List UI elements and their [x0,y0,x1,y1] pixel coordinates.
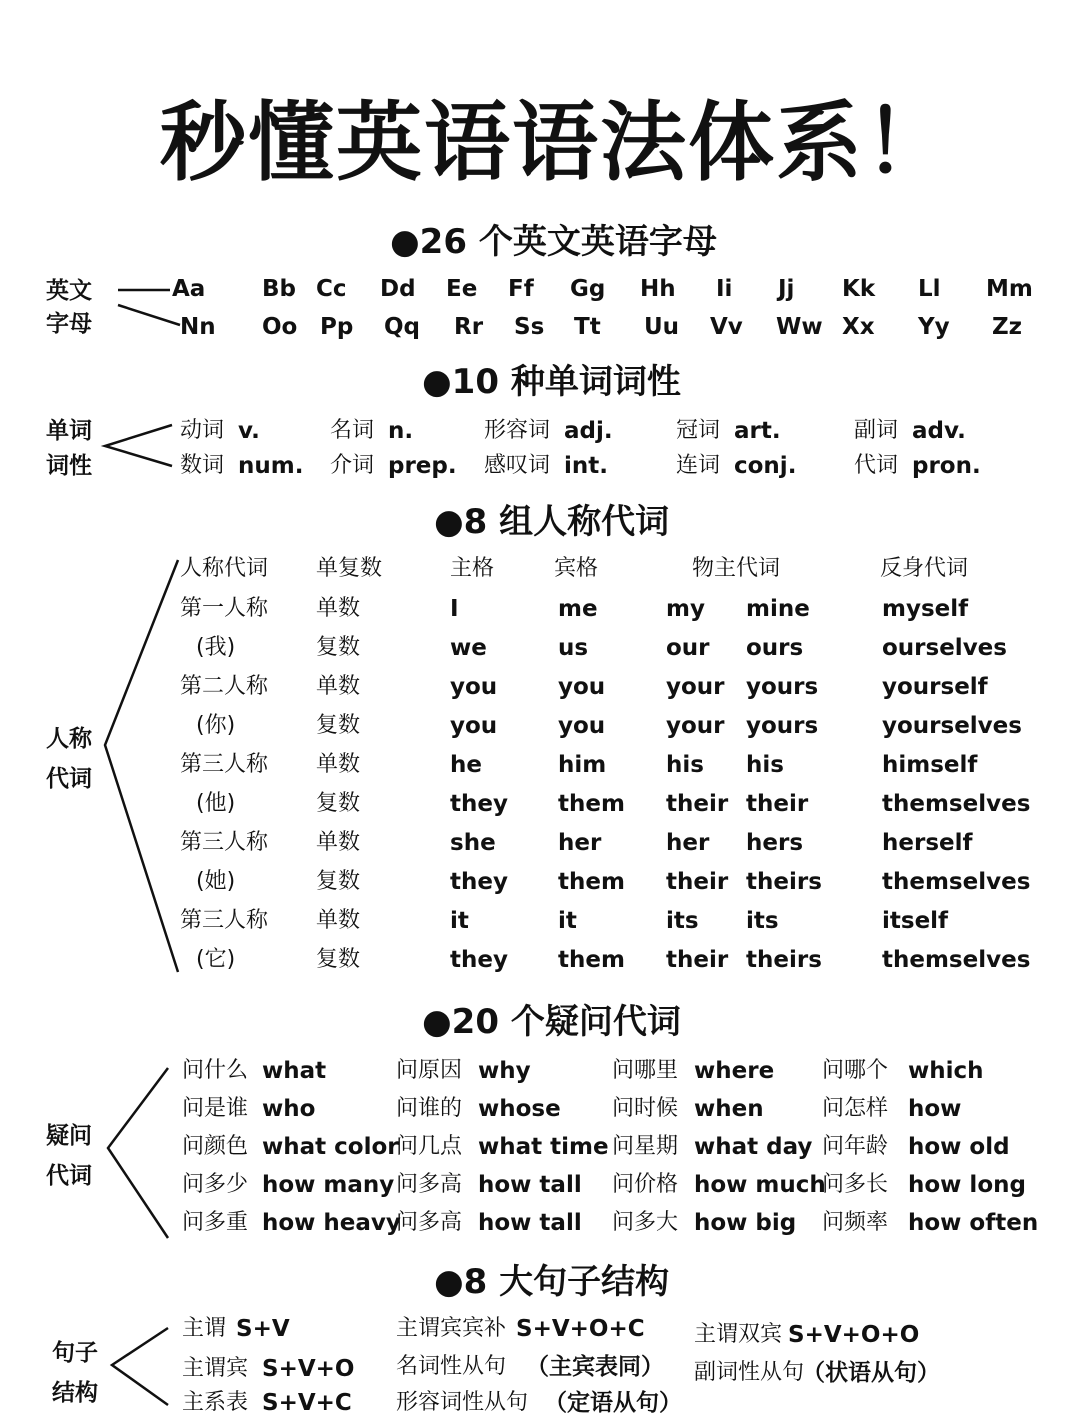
interrogative-chinese: 问多高 [396,1172,463,1197]
pos-english: conj. [734,453,797,479]
pos-chinese: 形容词 [484,418,551,443]
sentence-pattern-name: 形容词性从句 [396,1390,529,1415]
alphabet-letter: Zz [992,314,1023,340]
pronoun-cell-person: 第一人称 [180,596,269,621]
pronoun-cell-subj: you [450,674,498,700]
pronoun-cell-obj: you [558,713,606,739]
pronoun-cell-num: 单数 [316,674,361,699]
pronoun-label: 人称 [46,726,92,752]
sentence-pattern-name: 主谓 [182,1316,227,1341]
interrogative-chinese: 问多大 [612,1210,679,1235]
pronoun-cell-refl: yourselves [882,713,1022,739]
sentence-pattern-formula: S+V [236,1316,290,1342]
pronoun-cell-num: 单数 [316,596,361,621]
interrogative-label: 疑问 [46,1123,92,1149]
pronoun-cell-subj: he [450,752,482,778]
sentence-pattern-formula: （主宾表同） [526,1354,664,1380]
pronoun-cell-num: 复数 [316,869,361,894]
pos-english: int. [564,453,608,479]
sentence-pattern-formula: （定语从句） [544,1390,682,1416]
interrogative-chinese: 问多少 [182,1172,249,1197]
pronoun-cell-num: 复数 [316,791,361,816]
interrogative-english: how many [262,1172,395,1198]
pronoun-cell-person: 第三人称 [180,908,269,933]
pronoun-cell-obj: us [558,635,589,661]
table-header: 宾格 [554,556,599,581]
pos-chinese: 感叹词 [484,453,551,478]
pronoun-cell-refl: himself [882,752,978,778]
interrogative-chinese: 问怎样 [822,1096,889,1121]
section-title-pronouns: ●8 组人称代词 [434,502,670,542]
pos-chinese: 介词 [330,453,375,478]
pronoun-cell-refl: myself [882,596,969,622]
pronoun-cell-adj: her [666,830,710,856]
pronoun-cell-poss: his [746,752,784,778]
pos-english: adj. [564,418,613,444]
pronoun-cell-num: 单数 [316,752,361,777]
pronoun-cell-obj: him [558,752,607,778]
pronoun-cell-person: (我) [196,635,236,660]
interrogative-english: why [478,1058,531,1084]
interrogative-english: what time [478,1134,609,1160]
alphabet-letter: Ww [776,314,823,340]
pos-chinese: 代词 [854,453,899,478]
interrogative-english: how tall [478,1172,582,1198]
alphabet-letter: Nn [180,314,216,340]
table-header: 人称代词 [180,556,269,581]
interrogative-english: which [908,1058,984,1084]
pos-english: num. [238,453,304,479]
page-title: 秒懂英语语法体系！ [160,93,952,193]
pronoun-cell-poss: their [746,791,809,817]
interrogative-english: how old [908,1134,1010,1160]
pronoun-cell-adj: their [666,791,729,817]
interrogative-chinese: 问价格 [612,1172,679,1197]
pronoun-cell-subj: she [450,830,496,856]
pronoun-cell-poss: hers [746,830,804,856]
interrogative-chinese: 问多高 [396,1210,463,1235]
pronoun-cell-person: 第三人称 [180,830,269,855]
sentence-pattern-name: 主谓宾宾补 [396,1316,507,1341]
sentence-label: 句子 [52,1340,98,1366]
sentence-pattern-name: 主谓宾 [182,1356,249,1381]
sentence-pattern-formula: S+V+C [262,1390,352,1416]
interrogative-english: where [694,1058,775,1084]
pronoun-cell-adj: their [666,947,729,973]
pronoun-cell-poss: theirs [746,947,822,973]
pronoun-cell-refl: yourself [882,674,988,700]
interrogative-english: how much [694,1172,826,1198]
pos-chinese: 冠词 [676,418,721,443]
pronoun-cell-obj: them [558,869,625,895]
pronoun-cell-adj: my [666,596,705,622]
interrogative-english: how [908,1096,962,1122]
alphabet-letter: Mm [986,276,1033,302]
pronoun-cell-obj: it [558,908,577,934]
pronoun-cell-refl: itself [882,908,949,934]
pronoun-cell-subj: I [450,596,459,622]
pos-english: adv. [912,418,966,444]
alphabet-letter: Ss [514,314,545,340]
pos-english: prep. [388,453,457,479]
pronoun-cell-obj: them [558,791,625,817]
interrogative-chinese: 问几点 [396,1134,463,1159]
alphabet-letter: Tt [574,314,601,340]
alphabet-letter: Ll [918,276,941,302]
pronoun-cell-obj: you [558,674,606,700]
alphabet-letter: Qq [384,314,421,340]
interrogative-english: how heavy [262,1210,401,1236]
alphabet-letter: Ii [716,276,733,302]
sentence-pattern-formula: （状语从句） [802,1360,940,1386]
sentence-pattern-name: 主谓双宾 [694,1322,783,1347]
pronoun-cell-person: 第二人称 [180,674,269,699]
pos-english: n. [388,418,414,444]
sentence-pattern-name: 名词性从句 [396,1354,507,1379]
pos-label: 词性 [46,453,92,479]
alphabet-letter: Hh [640,276,676,302]
pronoun-cell-subj: they [450,869,508,895]
pronoun-cell-adj: our [666,635,710,661]
section-title-alphabet: ●26 个英文英语字母 [390,222,717,262]
interrogative-chinese: 问哪个 [822,1058,889,1083]
pronoun-cell-subj: you [450,713,498,739]
pronoun-cell-adj: its [666,908,699,934]
pronoun-cell-adj: their [666,869,729,895]
sentence-pattern-name: 副词性从句 [694,1360,805,1385]
pronoun-cell-person: (它) [196,947,236,972]
pronoun-cell-adj: your [666,674,725,700]
alphabet-letter: Aa [172,276,206,302]
alphabet-letter: Dd [380,276,416,302]
alphabet-letter: Bb [262,276,296,302]
pos-chinese: 副词 [854,418,899,443]
pronoun-cell-poss: mine [746,596,810,622]
pos-chinese: 连词 [676,453,721,478]
pronoun-cell-num: 复数 [316,713,361,738]
interrogative-label: 代词 [46,1163,92,1189]
interrogative-chinese: 问颜色 [182,1134,249,1159]
alphabet-letter: Xx [842,314,875,340]
interrogative-chinese: 问频率 [822,1210,889,1235]
pronoun-cell-poss: its [746,908,779,934]
pronoun-cell-refl: themselves [882,869,1031,895]
alphabet-letter: Kk [842,276,876,302]
pronoun-cell-subj: it [450,908,469,934]
pronoun-cell-num: 复数 [316,947,361,972]
pronoun-cell-poss: theirs [746,869,822,895]
interrogative-english: how tall [478,1210,582,1236]
pronoun-cell-person: (她) [196,869,236,894]
alphabet-letter: Cc [316,276,347,302]
pronoun-label: 代词 [46,766,92,792]
interrogative-chinese: 问是谁 [182,1096,249,1121]
pronoun-cell-refl: themselves [882,947,1031,973]
pos-chinese: 数词 [180,453,225,478]
alphabet-letter: Ee [446,276,478,302]
pronoun-cell-num: 复数 [316,635,361,660]
pronoun-cell-obj: her [558,830,602,856]
pos-english: v. [238,418,260,444]
pronoun-cell-obj: me [558,596,598,622]
section-title-pos: ●10 种单词词性 [422,362,681,402]
section-title-sentences: ●8 大句子结构 [434,1262,670,1302]
interrogative-chinese: 问年龄 [822,1134,889,1159]
alphabet-letter: Rr [454,314,484,340]
pronoun-cell-subj: we [450,635,487,661]
pronoun-cell-num: 单数 [316,830,361,855]
pronoun-cell-person: 第三人称 [180,752,269,777]
pronoun-cell-poss: yours [746,674,819,700]
table-header: 物主代词 [692,556,781,581]
interrogative-english: how long [908,1172,1026,1198]
pronoun-cell-adj: your [666,713,725,739]
interrogative-english: whose [478,1096,561,1122]
interrogative-chinese: 问谁的 [396,1096,463,1121]
interrogative-chinese: 问星期 [612,1134,679,1159]
alphabet-letter: Uu [644,314,680,340]
pronoun-cell-subj: they [450,791,508,817]
pronoun-cell-refl: herself [882,830,973,856]
interrogative-chinese: 问哪里 [612,1058,679,1083]
table-header: 反身代词 [880,556,969,581]
alphabet-label: 字母 [46,311,92,337]
sentence-pattern-formula: S+V+O+O [788,1322,920,1348]
pronoun-cell-person: (他) [196,791,236,816]
pronoun-cell-refl: ourselves [882,635,1007,661]
alphabet-letter: Pp [320,314,354,340]
sentence-label: 结构 [52,1380,98,1406]
table-header: 主格 [450,556,495,581]
pos-chinese: 名词 [330,418,375,443]
alphabet-letter: Ff [508,276,534,302]
alphabet-label: 英文 [46,278,92,304]
table-header: 单复数 [316,556,383,581]
interrogative-chinese: 问什么 [182,1058,249,1083]
alphabet-letter: Yy [918,314,950,340]
interrogative-english: what day [694,1134,813,1160]
pronoun-cell-person: (你) [196,713,236,738]
interrogative-english: what [262,1058,327,1084]
pronoun-cell-adj: his [666,752,704,778]
alphabet-letter: Gg [570,276,606,302]
interrogative-chinese: 问多长 [822,1172,889,1197]
sentence-pattern-formula: S+V+O [262,1356,355,1382]
pronoun-cell-obj: them [558,947,625,973]
pronoun-cell-refl: themselves [882,791,1031,817]
pos-english: pron. [912,453,981,479]
pronoun-cell-poss: ours [746,635,804,661]
interrogative-english: what color [262,1134,399,1160]
pos-label: 单词 [46,418,92,444]
alphabet-letter: Vv [710,314,743,340]
interrogative-english: how often [908,1210,1039,1236]
pronoun-cell-subj: they [450,947,508,973]
section-title-interrogatives: ●20 个疑问代词 [422,1002,681,1042]
interrogative-chinese: 问多重 [182,1210,249,1235]
interrogative-chinese: 问时候 [612,1096,679,1121]
interrogative-english: how big [694,1210,797,1236]
sentence-pattern-name: 主系表 [182,1390,249,1415]
pos-chinese: 动词 [180,418,225,443]
interrogative-english: when [694,1096,764,1122]
alphabet-letter: Oo [262,314,298,340]
pos-english: art. [734,418,781,444]
interrogative-english: who [262,1096,316,1122]
pronoun-cell-num: 单数 [316,908,361,933]
interrogative-chinese: 问原因 [396,1058,463,1083]
pronoun-cell-poss: yours [746,713,819,739]
alphabet-letter: Jj [778,276,795,302]
sentence-pattern-formula: S+V+O+C [516,1316,645,1342]
